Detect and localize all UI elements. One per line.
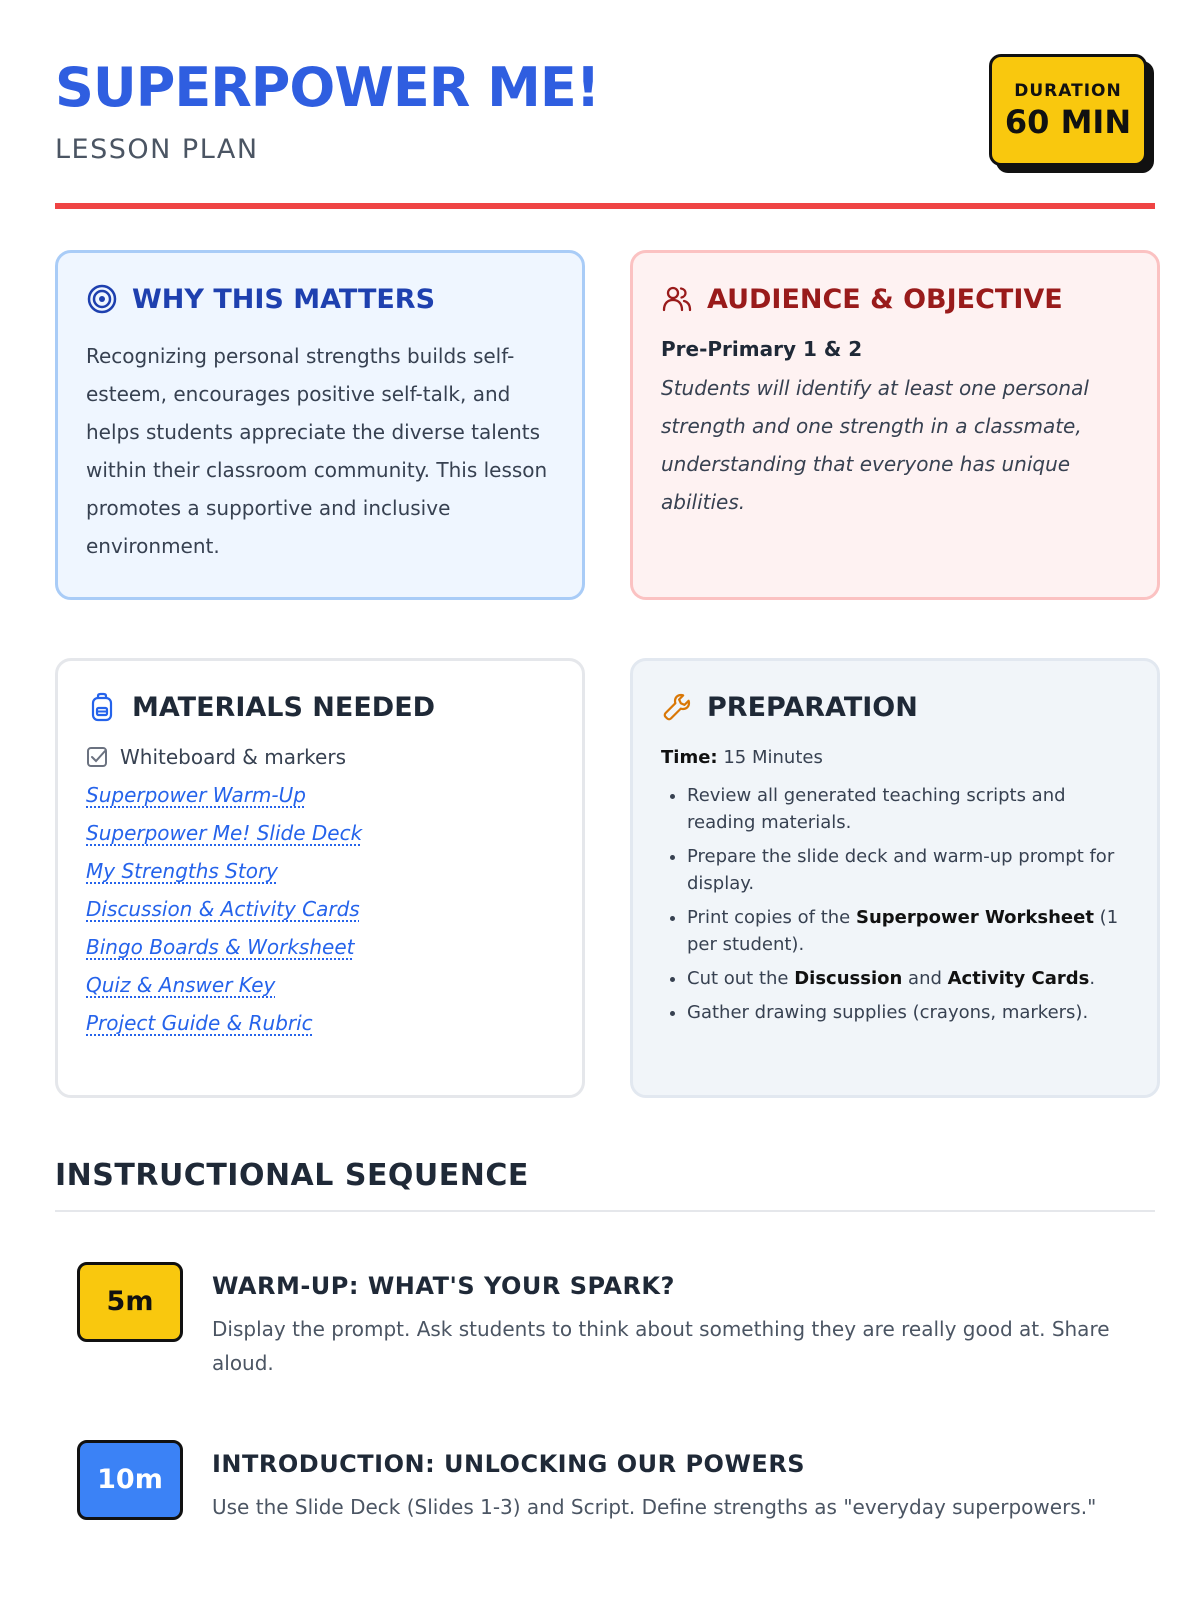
prep-item bbox=[687, 904, 1129, 958]
header-divider bbox=[55, 203, 1155, 209]
material-link-story[interactable]: My Strengths Story bbox=[86, 859, 279, 883]
preparation-heading bbox=[661, 691, 1129, 723]
material-link-quiz[interactable]: Quiz & Answer Key bbox=[86, 973, 276, 997]
wrench-icon bbox=[661, 691, 693, 723]
why-heading bbox=[86, 283, 554, 315]
materials-first-label: Whiteboard & markers bbox=[120, 745, 346, 769]
material-link-slide-deck[interactable]: Superpower Me! Slide Deck bbox=[86, 821, 363, 845]
audience-objective: Students will identify at least one personal strength and one strength in a classmate, understanding that everyone has unique abilities. bbox=[661, 376, 1089, 514]
material-link-bingo[interactable]: Bingo Boards & Worksheet bbox=[86, 935, 355, 959]
sequence-title: INSTRUCTIONAL SEQUENCE bbox=[55, 1158, 529, 1193]
duration-label: DURATION bbox=[1014, 81, 1122, 101]
preparation-card bbox=[630, 658, 1160, 1098]
materials-title: MATERIALS NEEDED bbox=[132, 691, 436, 723]
sequence-divider bbox=[55, 1210, 1155, 1212]
why-body: Recognizing personal strengths builds self-esteem, encourages positive self-talk, and helps students appreciate the diverse talents within their classroom community. This lesson promotes a supportive and inclusive environment. bbox=[86, 344, 548, 558]
prep-item-text: Cut out the bbox=[687, 968, 795, 989]
backpack-icon bbox=[86, 691, 118, 723]
prep-item-text: and bbox=[902, 968, 948, 989]
prep-item-text: Prepare the slide deck and warm-up prompt for display. bbox=[687, 846, 1115, 894]
prep-item bbox=[687, 999, 1129, 1026]
step-title: INTRODUCTION: UNLOCKING OUR POWERS bbox=[212, 1450, 806, 1478]
prep-item bbox=[687, 782, 1129, 836]
prep-item bbox=[687, 965, 1129, 992]
page-title: SUPERPOWER ME! bbox=[55, 56, 600, 119]
material-link-project[interactable]: Project Guide & Rubric bbox=[86, 1011, 313, 1035]
prep-item-text: . bbox=[1089, 968, 1096, 989]
step-description: Display the prompt. Ask students to think about something they are really good at. Share aloud. bbox=[212, 1317, 1110, 1375]
step-duration-badge: 10m bbox=[77, 1440, 183, 1520]
duration-badge bbox=[989, 54, 1147, 166]
users-icon bbox=[661, 283, 693, 315]
duration-value: 60 MIN bbox=[1004, 103, 1132, 141]
prep-item-text: (1 per student). bbox=[687, 907, 1119, 955]
prep-item-text: Print copies of the bbox=[687, 907, 856, 928]
audience-heading bbox=[661, 283, 1129, 315]
step-duration-badge: 5m bbox=[77, 1262, 183, 1342]
header bbox=[55, 50, 1155, 210]
why-card bbox=[55, 250, 585, 600]
audience-title: AUDIENCE & OBJECTIVE bbox=[707, 283, 1063, 315]
step-description: Use the Slide Deck (Slides 1-3) and Script. Define strengths as "everyday superpowers." bbox=[212, 1495, 1097, 1519]
prep-item-bold: Activity Cards bbox=[947, 968, 1090, 989]
prep-list bbox=[661, 782, 1129, 1026]
prep-item-bold: Discussion bbox=[794, 968, 903, 989]
why-title: WHY THIS MATTERS bbox=[132, 283, 436, 315]
page-subtitle: LESSON PLAN bbox=[55, 134, 259, 165]
materials-heading bbox=[86, 691, 554, 723]
preparation-title: PREPARATION bbox=[707, 691, 918, 723]
target-icon bbox=[86, 283, 118, 315]
material-link-warmup[interactable]: Superpower Warm-Up bbox=[86, 783, 306, 807]
prep-item-bold: Superpower Worksheet bbox=[855, 907, 1094, 928]
audience-card bbox=[630, 250, 1160, 600]
prep-time-value: 15 Minutes bbox=[723, 747, 823, 768]
step-title: WARM-UP: WHAT'S YOUR SPARK? bbox=[212, 1272, 675, 1300]
material-link-cards[interactable]: Discussion & Activity Cards bbox=[86, 897, 360, 921]
materials-first-item bbox=[86, 745, 554, 769]
materials-card bbox=[55, 658, 585, 1098]
prep-item-text: Gather drawing supplies (crayons, markers). bbox=[687, 1002, 1089, 1023]
prep-time bbox=[661, 747, 1129, 768]
prep-item bbox=[687, 843, 1129, 897]
prep-time-label: Time: bbox=[661, 747, 718, 768]
checkbox-icon bbox=[86, 746, 108, 768]
prep-item-text: Review all generated teaching scripts and reading materials. bbox=[687, 785, 1066, 833]
audience-grade: Pre-Primary 1 & 2 bbox=[661, 337, 863, 361]
